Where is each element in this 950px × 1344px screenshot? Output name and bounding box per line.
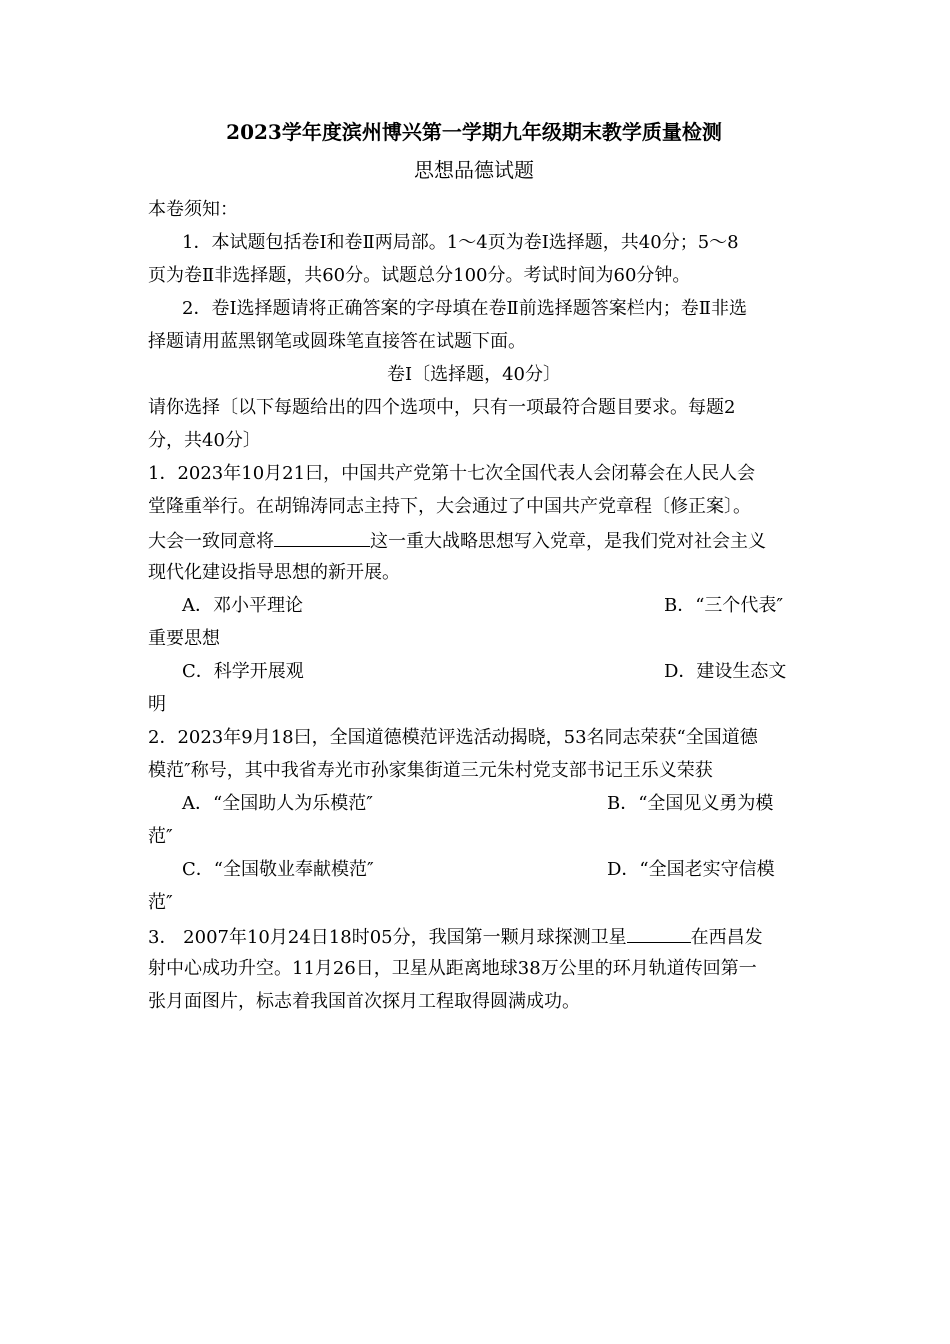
question-1-option-b-wrap: 重要思想 [148,628,220,649]
section-1-instruction-line-2: 分，共40分〕 [148,430,261,451]
question-1-line-1: 1．2023年10月21曰，中国共产党第十七次全国代表人会闭幕会在人民人会 [148,463,756,484]
question-1-line-3 [148,528,766,554]
question-3-text-after-blank: 在西昌发 [690,927,763,948]
question-1-text-after-blank: 这一重大战略思想写入党章，是我们党对社会主义 [370,531,766,552]
question-1-option-c: C．科学开展观 [182,661,304,682]
question-1-option-d: D．建设生态文 [664,661,787,682]
question-1-text-before-blank: 大会一致同意将 [148,531,274,552]
question-1-option-d-wrap: 明 [148,694,166,715]
question-1-option-b: B．“三个代表″ [664,595,784,616]
exam-title: 2023学年度滨州博兴第一学期九年级期末教学质量检测 [226,120,722,144]
section-1-heading: 卷Ⅰ〔选择题，40分〕 [386,364,561,385]
notice-item-2-line-2: 择题请用蓝黑钢笔或圆珠笔直接答在试题下面。 [148,331,526,352]
notice-heading: 本卷须知： [148,199,238,220]
question-3-text-before-blank: 3． 2007年10月24日18时05分，我国第一颗月球探测卫星 [148,927,627,948]
notice-item-1-line-1: 1．本试题包括卷Ⅰ和卷Ⅱ两局部。1～4页为卷Ⅰ选择题，共40分；5～8 [182,232,739,253]
question-2-option-a: A．“全国助人为乐模范″ [182,793,373,814]
question-2-option-b-wrap: 范″ [148,826,173,847]
question-2-option-c: C．“全国敬业奉献模范″ [182,859,374,880]
section-1-instruction-line-1: 请你选择〔以下每题给出的四个选项中，只有一项最符合题目要求。每题2 [148,397,736,418]
question-2-line-1: 2．2023年9月18曰，全国道德模范评选活动揭晓，53名同志荣获“全国道德 [148,727,758,748]
question-2-option-d: D．“全国老实守信模 [607,859,775,880]
question-2-option-b: B．“全国见义勇为模 [607,793,774,814]
question-2-line-2: 模范″称号，其中我省寿光市孙家集街道三元朱村党支部书记王乐义荣获 [148,760,713,781]
exam-subtitle: 思想品德试题 [414,158,534,182]
question-3-line-1 [148,924,763,950]
notice-item-2-line-1: 2．卷Ⅰ选择题请将正确答案的字母填在卷Ⅱ前选择题答案栏内；卷Ⅱ非选 [182,298,748,319]
question-3-line-2: 射中心成功升空。11月26日，卫星从距离地球38万公里的环月轨道传回第一 [148,958,757,979]
question-3-answer-blank [627,924,691,943]
question-1-option-a: A．邓小平理论 [182,595,303,616]
question-1-answer-blank [274,528,370,547]
question-1-line-4: 现代化建设指导思想的新开展。 [148,562,400,583]
question-3-line-3: 张月面图片，标志着我国首次探月工程取得圆满成功。 [148,991,580,1012]
notice-item-1-line-2: 页为卷Ⅱ非选择题，共60分。试题总分100分。考试时间为60分钟。 [148,265,691,286]
question-1-line-2: 堂隆重举行。在胡锦涛同志主持下，大会通过了中国共产党章程〔修正案〕。 [148,496,751,517]
question-2-option-d-wrap: 范″ [148,892,173,913]
